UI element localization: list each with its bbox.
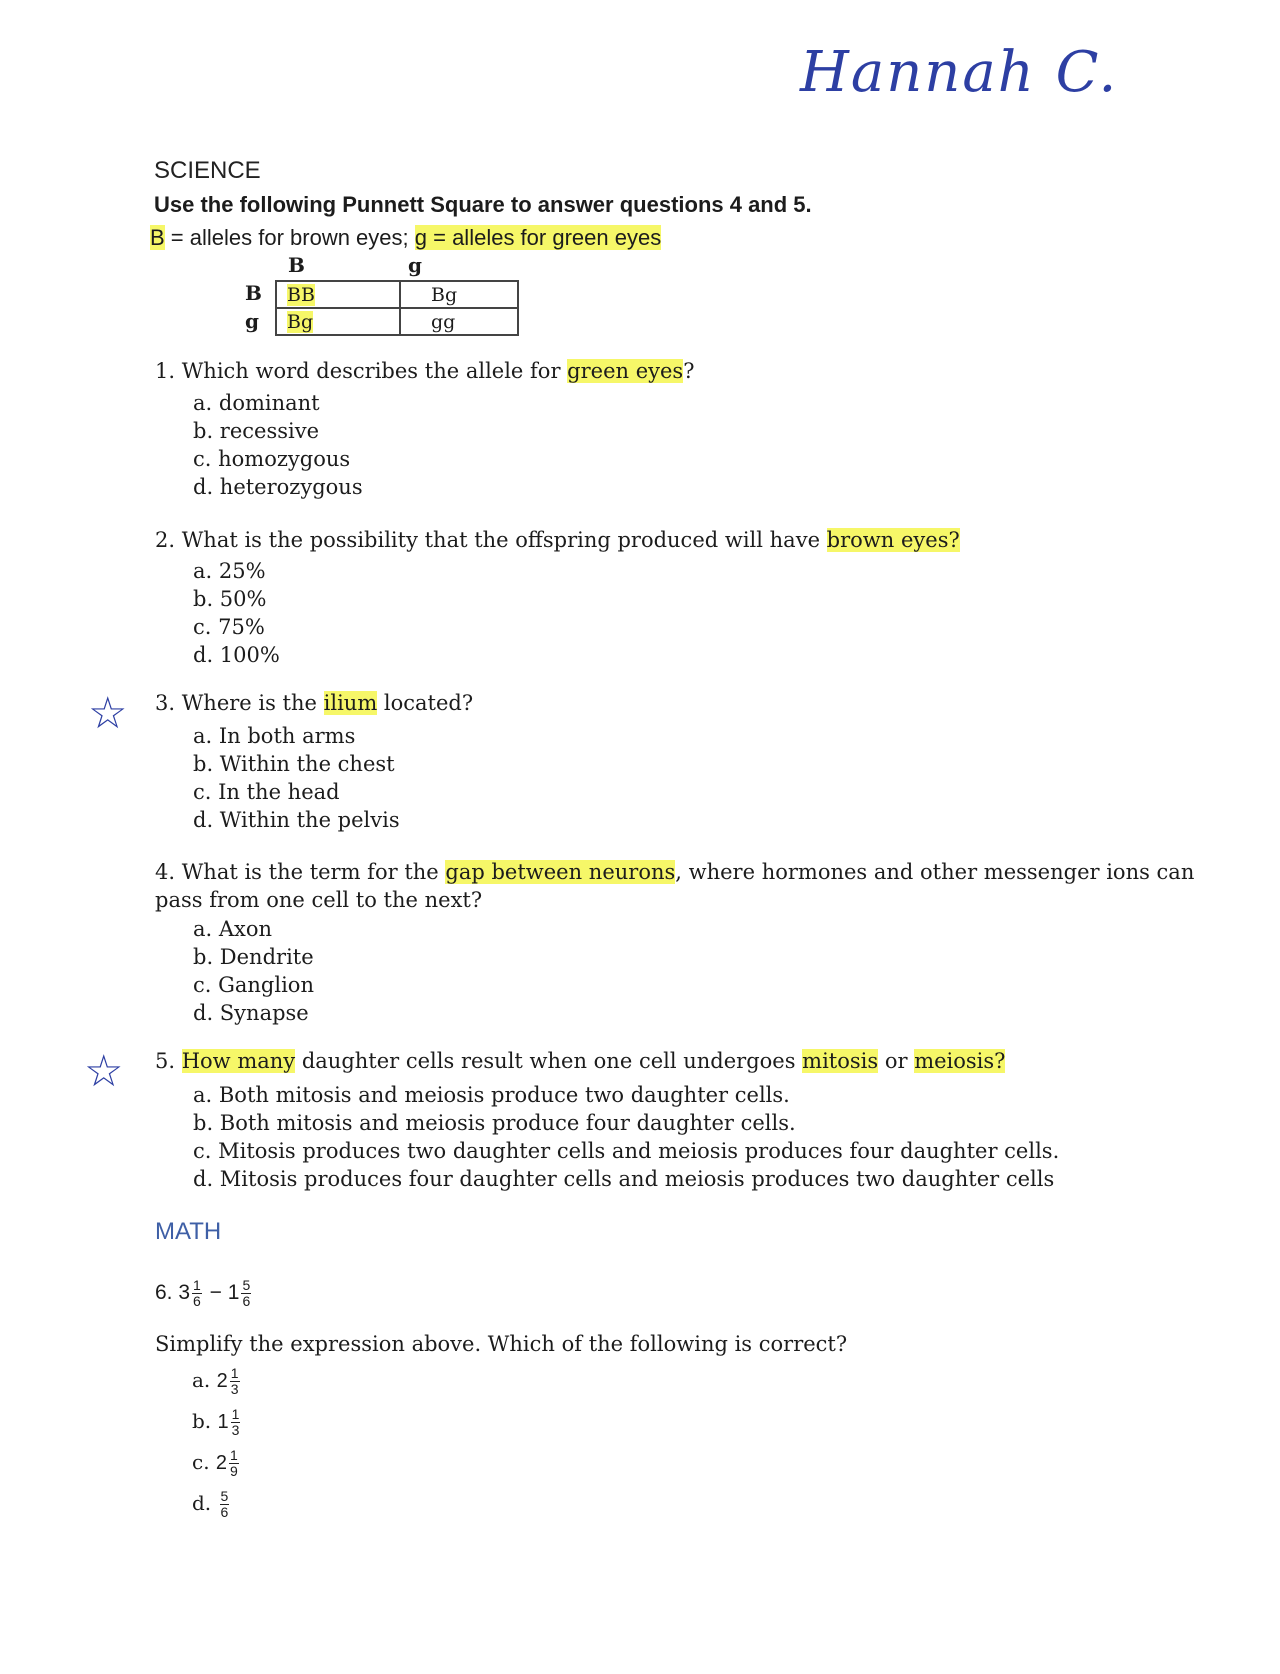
q4-option-b: b. Dendrite <box>193 945 314 969</box>
question-4: 4. What is the term for the gap between neurons, where hormones and other messenger ions can <box>155 860 1195 884</box>
q4-option-d: d. Synapse <box>193 1001 309 1025</box>
q2-option-d: d. 100% <box>193 643 280 667</box>
highlight: gap between neurons <box>445 860 676 884</box>
q6-option-b: b. 1 $\frac{1}{3}$ <box>192 1406 240 1438</box>
q3-option-a: a. In both arms <box>193 724 356 748</box>
punnett-intro: Use the following Punnett Square to answer questions 4 and 5. <box>154 192 812 217</box>
allele-definitions <box>150 225 661 251</box>
question-5: 5. How many daughter cells result when one cell undergoes mitosis or meiosis? <box>155 1049 1006 1073</box>
q1-option-c: c. homozygous <box>193 447 351 471</box>
handwritten-signature: Hannah C. <box>800 40 1119 105</box>
b-symbol-highlight: B <box>150 225 165 250</box>
q1-option-a: a. dominant <box>193 391 320 415</box>
q3-option-d: d. Within the pelvis <box>193 808 400 832</box>
punnett-square <box>275 280 519 336</box>
question-1: 1. Which word describes the allele for green eyes? <box>155 359 695 383</box>
punnett-cell: Bg <box>276 308 400 335</box>
q2-option-c: c. 75% <box>193 615 265 639</box>
punnett-cell: Bg <box>400 281 518 308</box>
b-allele-text: = alleles for brown eyes; <box>164 225 415 250</box>
q5-option-a: a. Both mitosis and meiosis produce two daughter cells. <box>193 1083 790 1107</box>
q6-option-d: d. $\frac{5}{6}$ <box>192 1488 229 1520</box>
q5-option-b: b. Both mitosis and meiosis produce four daughter cells. <box>193 1111 796 1135</box>
fraction: $\frac{5}{6}$ <box>220 1488 229 1520</box>
highlight: mitosis <box>802 1049 879 1073</box>
punnett-col-header-2: g <box>408 253 422 277</box>
q6-option-a: a. 2 $\frac{1}{3}$ <box>192 1365 239 1397</box>
highlight: ilium <box>323 691 378 715</box>
star-icon: ☆ <box>84 1046 124 1097</box>
g-allele-highlight: g = alleles for green eyes <box>414 225 662 250</box>
q4-option-a: a. Axon <box>193 917 273 941</box>
highlight: meiosis? <box>914 1049 1006 1073</box>
science-heading: SCIENCE <box>154 157 261 184</box>
punnett-row-header-1: B <box>245 281 262 305</box>
star-icon: ☆ <box>88 688 128 739</box>
q3-option-c: c. In the head <box>193 780 340 804</box>
fraction: $\frac{1}{3}$ <box>231 1406 240 1438</box>
q5-option-d: d. Mitosis produces four daughter cells and meiosis produces two daughter cells <box>193 1167 1055 1191</box>
question-6-expression: 6. 3 $\frac{1}{6}$ − 1 $\frac{5}{6}$ <box>155 1277 251 1309</box>
fraction: $\frac{1}{9}$ <box>230 1447 238 1479</box>
question-6-prompt: Simplify the expression above. Which of the following is correct? <box>155 1332 848 1356</box>
q3-option-b: b. Within the chest <box>193 752 395 776</box>
highlight: green eyes <box>567 359 684 383</box>
punnett-col-header-1: B <box>288 253 305 277</box>
fraction: $\frac{5}{6}$ <box>242 1277 251 1309</box>
fraction: $\frac{1}{6}$ <box>193 1277 201 1309</box>
q5-option-c: c. Mitosis produces two daughter cells and meiosis produces four daughter cells. <box>193 1139 1060 1163</box>
math-heading: MATH <box>155 1218 222 1245</box>
question-3: 3. Where is the ilium located? <box>155 691 474 715</box>
punnett-cell: BB <box>276 281 400 308</box>
fraction: $\frac{1}{3}$ <box>230 1365 239 1397</box>
punnett-row-header-2: g <box>245 309 259 333</box>
q2-option-b: b. 50% <box>193 587 267 611</box>
q4-option-c: c. Ganglion <box>193 973 314 997</box>
q1-option-d: d. heterozygous <box>193 475 363 499</box>
question-4-continued: pass from one cell to the next? <box>155 888 483 912</box>
q1-option-b: b. recessive <box>193 419 320 443</box>
q6-option-c: c. 2 $\frac{1}{9}$ <box>192 1447 238 1479</box>
highlight: brown eyes? <box>826 528 960 552</box>
q2-option-a: a. 25% <box>193 559 266 583</box>
question-2: 2. What is the possibility that the offspring produced will have brown eyes? <box>155 528 960 552</box>
punnett-cell: gg <box>400 308 518 335</box>
highlight: How many <box>181 1049 296 1073</box>
